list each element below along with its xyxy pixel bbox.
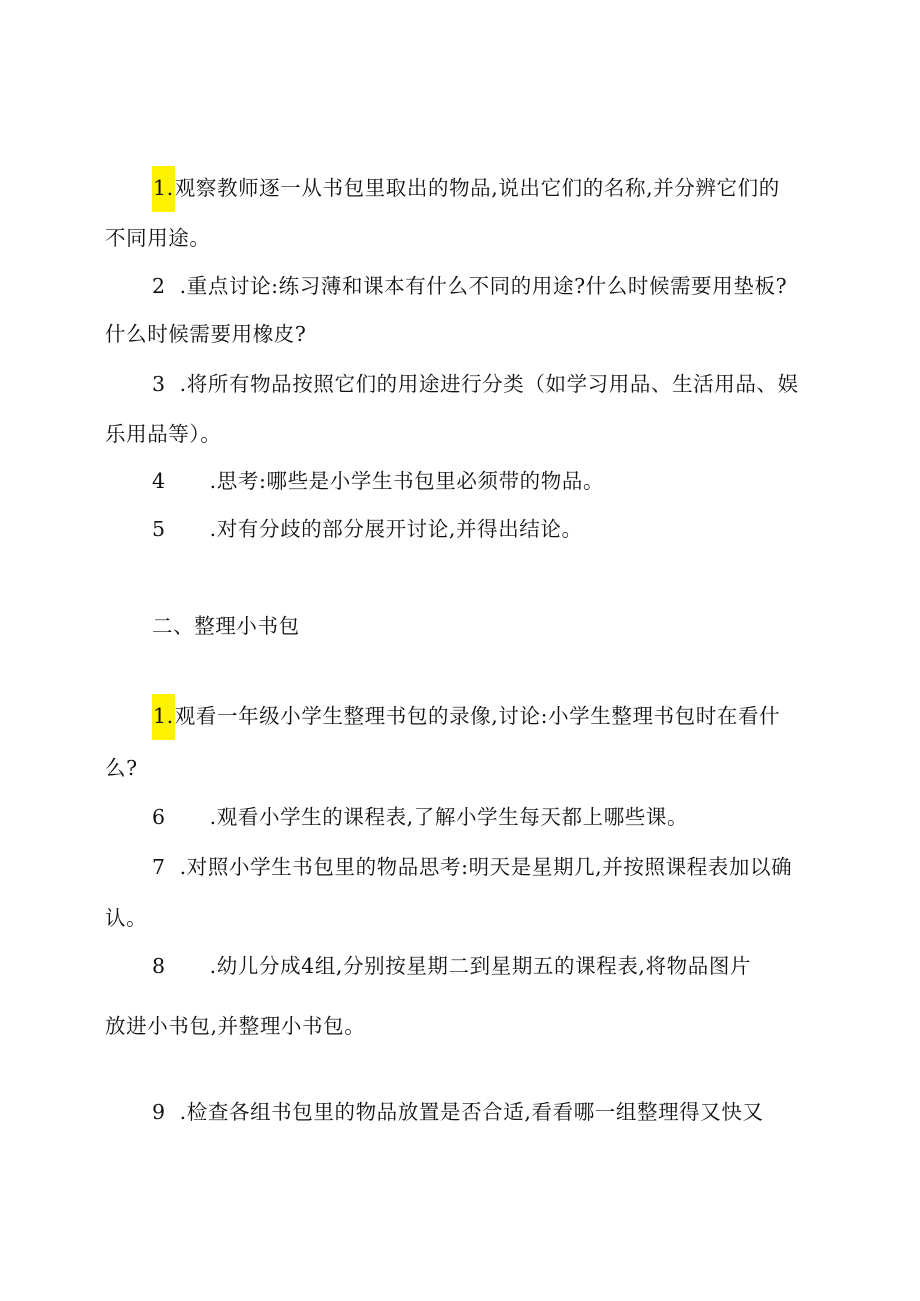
list-item-8 (152, 950, 751, 982)
item-text: .将所有物品按照它们的用途进行分类（如学习用品、生活用品、娱 (179, 372, 799, 396)
list-item-3 (152, 368, 799, 400)
item-text: 观察教师逐一从书包里取出的物品,说出它们的名称,并分辨它们的 (174, 176, 780, 200)
list-item-2-continuation: 什么时候需要用橡皮? (105, 322, 307, 346)
list-item-1 (152, 172, 780, 204)
item-number-highlighted: 1. (152, 694, 175, 740)
item-text: .检查各组书包里的物品放置是否合适,看看哪一组整理得又快又 (179, 1100, 764, 1124)
item-text: .观看小学生的课程表,了解小学生每天都上哪些课。 (209, 805, 689, 829)
item-text: .思考:哪些是小学生书包里必须带的物品。 (209, 469, 605, 493)
item-text: .幼儿分成4组,分别按星期二到星期五的课程表,将物品图片 (209, 954, 752, 978)
list-item-1-continuation: 不同用途。 (105, 226, 211, 250)
list-item-4 (152, 465, 604, 497)
list-item-3-continuation: 乐用品等）。 (105, 422, 222, 446)
list-item-2 (152, 270, 787, 302)
item-text: .对有分歧的部分展开讨论,并得出结论。 (209, 517, 583, 541)
item-text: 观看一年级小学生整理书包的录像,讨论:小学生整理书包时在看什 (174, 704, 781, 728)
item-text: .重点讨论:练习薄和课本有什么不同的用途?什么时候需要用垫板? (179, 274, 788, 298)
item-number: 9 (152, 1100, 166, 1124)
list-item-s2-1-continuation: 么? (105, 756, 138, 780)
list-item-s2-1 (152, 700, 780, 732)
item-number: 3 (152, 372, 166, 396)
item-number: 2 (152, 274, 166, 298)
list-item-7 (152, 851, 792, 883)
list-item-6 (152, 801, 688, 833)
item-number: 6 (152, 805, 166, 829)
item-number-highlighted: 1. (152, 166, 175, 212)
item-number: 7 (152, 855, 166, 879)
list-item-7-continuation: 认。 (105, 906, 148, 930)
item-text: .对照小学生书包里的物品思考:明天是星期几,并按照课程表加以确 (179, 855, 793, 879)
list-item-9 (152, 1096, 764, 1128)
section-heading: 二、整理小书包 (152, 614, 300, 638)
list-item-8-continuation: 放进小书包,并整理小书包。 (105, 1014, 366, 1038)
list-item-5 (152, 513, 583, 545)
item-number: 4 (152, 469, 166, 493)
item-number: 8 (152, 954, 166, 978)
item-number: 5 (152, 517, 166, 541)
